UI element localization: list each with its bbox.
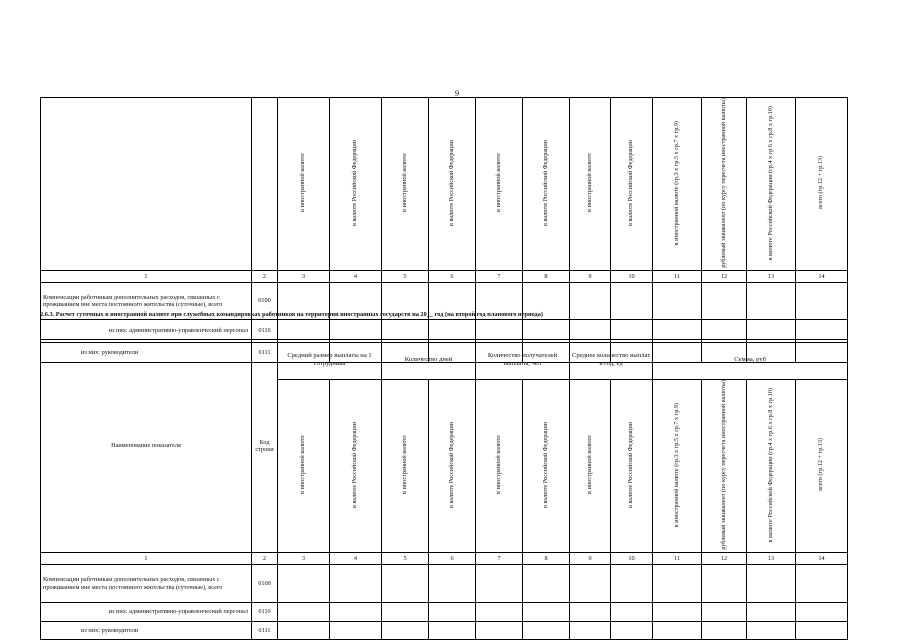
col-num: 1 — [41, 271, 252, 283]
col-14-header: всего (гр.12 + гр.13) — [796, 380, 848, 553]
col-num: 4 — [330, 271, 382, 283]
col-num: 12 — [702, 271, 747, 283]
data-cell[interactable] — [702, 603, 747, 622]
row-code: 0111 — [252, 343, 278, 363]
indicator-name-header: Наименование показателя — [41, 340, 252, 553]
data-cell[interactable] — [382, 565, 429, 603]
col-num: 9 — [570, 553, 611, 565]
col-7-header: в иностранной валюте — [476, 98, 523, 271]
table-row — [41, 603, 848, 622]
data-cell[interactable] — [702, 565, 747, 603]
group-avg-payment: Средний размер выплаты на 1 сотрудника — [278, 340, 382, 380]
col-num: 10 — [611, 553, 653, 565]
row-code: 0110 — [252, 320, 278, 343]
data-cell[interactable] — [702, 622, 747, 640]
data-cell[interactable] — [330, 622, 382, 640]
col-num: 1 — [41, 553, 252, 565]
column-numbers-row — [41, 553, 848, 565]
data-cell[interactable] — [429, 603, 476, 622]
top-table — [40, 97, 848, 363]
row-name: из них: руководители — [41, 622, 252, 640]
col-9-header: в иностранной валюте — [570, 380, 611, 553]
col-num: 8 — [523, 271, 570, 283]
header-blank-name — [41, 98, 252, 271]
col-6-header: в валюте Российской Федерации — [429, 98, 476, 271]
col-num: 3 — [278, 271, 330, 283]
data-cell[interactable] — [747, 622, 796, 640]
col-9-header: в иностранной валюте — [570, 98, 611, 271]
page-number: 9 — [455, 89, 459, 98]
row-name: Компенсации работникам дополнительных расходов, связанных с проживанием вне места постоянного жительства (суточные), всего — [41, 565, 252, 603]
data-cell[interactable] — [278, 565, 330, 603]
col-14-header: всего (гр.12 + гр.13) — [796, 98, 848, 271]
data-cell[interactable] — [796, 622, 848, 640]
data-cell[interactable] — [747, 603, 796, 622]
col-num: 2 — [252, 271, 278, 283]
col-3-header: в иностранной валюте — [278, 98, 330, 271]
col-10-header: в валюте Российской Федерации — [611, 98, 653, 271]
col-num: 13 — [747, 271, 796, 283]
data-cell[interactable] — [653, 603, 702, 622]
column-numbers-row — [41, 271, 848, 283]
col-8-header: в валюте Российской Федерации — [523, 98, 570, 271]
col-5-header: в иностранной валюте — [382, 98, 429, 271]
row-name: из них: административно-управленческий персонал — [41, 320, 252, 343]
row-name: Компенсации работникам дополнительных расходов, связанных с проживанием вне места постоянного жительства (суточные), всего — [41, 283, 252, 320]
col-8-header: в валюте Российской Федерации — [523, 380, 570, 553]
col-num: 6 — [429, 553, 476, 565]
data-cell[interactable] — [523, 603, 570, 622]
data-cell[interactable] — [611, 603, 653, 622]
col-num: 13 — [747, 553, 796, 565]
group-recipients: Количество получателей выплаты, чел — [476, 340, 570, 380]
data-cell[interactable] — [611, 565, 653, 603]
header-blank-code — [252, 98, 278, 271]
col-5-header: в иностранной валюте — [382, 380, 429, 553]
data-cell[interactable] — [796, 603, 848, 622]
group-avg-payments-year: Среднее количество выплат в год, ед — [570, 340, 653, 380]
data-cell[interactable] — [429, 565, 476, 603]
col-7-header: в иностранной валюте — [476, 380, 523, 553]
col-10-header: в валюте Российской Федерации — [611, 380, 653, 553]
col-num: 8 — [523, 553, 570, 565]
col-num: 10 — [611, 271, 653, 283]
col-num: 12 — [702, 553, 747, 565]
data-cell[interactable] — [653, 565, 702, 603]
data-cell[interactable] — [747, 565, 796, 603]
col-4-header: в валюте Российской Федерации — [330, 98, 382, 271]
data-cell[interactable] — [278, 622, 330, 640]
col-12-header: рублевый эквивалент (по курсу пересчета иностранной валюты) — [702, 98, 747, 271]
data-cell[interactable] — [796, 565, 848, 603]
col-num: 7 — [476, 553, 523, 565]
col-num: 11 — [653, 553, 702, 565]
col-11-header: в иностранной валюте (гр.3 х гр.5 х гр.7 х гр.9) — [653, 380, 702, 553]
data-cell[interactable] — [476, 565, 523, 603]
row-code: 0100 — [252, 283, 278, 320]
col-13-header: в валюте Российской Федерации (гр.4 х гр.6 х гр.8 х гр.10) — [747, 380, 796, 553]
data-cell[interactable] — [611, 622, 653, 640]
col-12-header: рублевый эквивалент (по курсу пересчета иностранной валюты) — [702, 380, 747, 553]
table-row — [41, 622, 848, 640]
col-4-header: в валюте Российской Федерации — [330, 380, 382, 553]
data-cell[interactable] — [382, 603, 429, 622]
col-num: 5 — [382, 553, 429, 565]
group-days-count: Количество дней — [382, 340, 476, 380]
col-num: 11 — [653, 271, 702, 283]
col-num: 3 — [278, 553, 330, 565]
bottom-table — [40, 339, 848, 640]
col-num: 2 — [252, 553, 278, 565]
col-num: 5 — [382, 271, 429, 283]
row-code: 0100 — [252, 565, 278, 603]
col-13-header: в валюте Российской Федерации (гр.4 х гр.6 х гр.8 х гр.10) — [747, 98, 796, 271]
col-3-header: в иностранной валюте — [278, 380, 330, 553]
col-6-header: в валюте Российской Федерации — [429, 380, 476, 553]
data-cell[interactable] — [429, 622, 476, 640]
col-11-header: в иностранной валюте (гр.3 х гр.5 х гр.7 х гр.9) — [653, 98, 702, 271]
data-cell[interactable] — [570, 622, 611, 640]
row-name: из них: руководители — [41, 343, 252, 363]
table-row — [41, 565, 848, 603]
group-sum: Сумма, руб — [653, 340, 848, 380]
section-title: 2.6.3. Расчет суточных в иностранной валюте при служебных командировках работников на территории иностранных государств на 20__ год (на второй год планового периода) — [40, 311, 543, 318]
row-name: из них: административно-управленческий персонал — [41, 603, 252, 622]
col-num: 7 — [476, 271, 523, 283]
data-cell[interactable] — [653, 622, 702, 640]
data-cell[interactable] — [476, 622, 523, 640]
data-cell[interactable] — [570, 565, 611, 603]
data-cell[interactable] — [330, 603, 382, 622]
data-cell[interactable] — [476, 603, 523, 622]
data-cell[interactable] — [523, 565, 570, 603]
col-num: 9 — [570, 271, 611, 283]
data-cell[interactable] — [570, 603, 611, 622]
data-cell[interactable] — [382, 622, 429, 640]
row-code-header: Код строки — [252, 340, 278, 553]
col-num: 14 — [796, 553, 848, 565]
col-num: 6 — [429, 271, 476, 283]
data-cell[interactable] — [278, 603, 330, 622]
col-num: 14 — [796, 271, 848, 283]
data-cell[interactable] — [523, 622, 570, 640]
row-code: 0111 — [252, 622, 278, 640]
col-num: 4 — [330, 553, 382, 565]
data-cell[interactable] — [330, 565, 382, 603]
row-code: 0110 — [252, 603, 278, 622]
